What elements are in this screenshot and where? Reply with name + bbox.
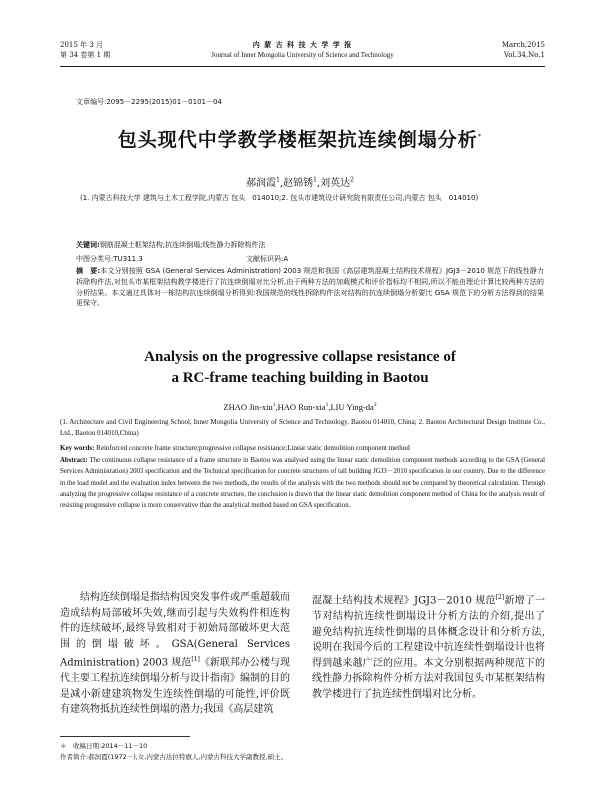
title-cn — [0, 125, 600, 152]
citation-2[interactable]: [2] — [495, 594, 505, 601]
author-en-1: ZHAO Jin-xiu — [223, 402, 273, 412]
author-en-3-aff: 2 — [373, 402, 377, 409]
classification-line — [76, 254, 546, 264]
header-volume-en: Vol.34,No.1 — [503, 51, 545, 59]
header-right — [502, 40, 545, 60]
title-en — [0, 347, 600, 389]
body-column-right — [312, 590, 545, 702]
author-separator: , — [275, 402, 278, 412]
journal-name-cn: 内 蒙 古 科 技 大 学 学 报 — [252, 40, 353, 49]
keywords-en-text: Reinforced concrete frame structure;progressive collapse resistance;Linear static demolition component method — [96, 444, 410, 452]
abstract-cn — [76, 266, 544, 309]
article-number: 文章编号:2095－2295(2015)01－0101－04 — [76, 98, 222, 106]
header-date: 2015 年 3 月 — [60, 41, 103, 49]
author-en-3: LIU Ying-da — [330, 402, 374, 412]
abstract-cn-label: 摘 要: — [76, 267, 101, 275]
author-separator: , — [316, 178, 321, 189]
body-right-text-b: 新增了一节对结构抗连续性倒塌设计分析方法的介绍,提出了避免结构抗连续性倒塌的具体概念设计和分析方法,说明在我国今后的工程建设中抗连续性倒塌设计也将得到越来越广泛的应用。本文分别根据两种规范下的线性静力拆除构件分析方法对我国包头市某框架结构教学楼进行了抗连续性倒塌对比分析。 — [312, 595, 546, 700]
title-cn-text: 包头现代中学教学楼框架抗连续倒塌分析 — [117, 129, 478, 151]
footnote-received: ＊ 收稿日期:2014－11－10 — [60, 742, 148, 750]
keywords-en — [60, 444, 545, 452]
header-center — [180, 40, 425, 60]
header-date-en: March,2015 — [501, 41, 545, 49]
affiliation-cn: (1. 内蒙古科技大学 建筑与土木工程学院,内蒙古 包头 014010;2. 包头市建筑设计研究院有限责任公司,内蒙古 包头 014010) — [80, 194, 479, 202]
header-left — [60, 40, 110, 60]
body-left-text-a: 结构连续倒塌是指结构因突发事件或严重超载而造成结构局部破坏失效,继而引起与失效构件相连构件的连续破坏,最终导致相对于初始局部破坏更大范围的倒塌破坏。GSA(General Services Administration) 2003 规范 — [60, 592, 290, 669]
title-en-line-1: Analysis on the progressive collapse resistance of — [144, 349, 456, 365]
header-rule — [60, 66, 545, 67]
running-header — [60, 40, 545, 64]
author-separator: , — [328, 402, 331, 412]
body-column-left — [60, 590, 290, 718]
authors-cn — [0, 174, 600, 189]
keywords-cn-label: 关键词: — [76, 241, 100, 249]
abstract-en-text: The continuous collapse resistance of a frame structure in Baotou was analysed using the linear static demolition component methods according to the GSA (General Services Administration) 2003 specification and the Technical specification for concrete structures of tall building JGJ3－2010 specification in our country. Due to the difference in the load model and the evaluation index between the two methods, the results of the analysis with the two methods should not be compared by theoretical calculation. Through analyzing the progressive collapse resistance of a concrete structure, the conclusion is drawn that the linear static demolition component method of China for the analysis result of resisting progressive collapse is more conservative than the analytical method based on GSA specification. — [60, 457, 545, 510]
abstract-en-label: Abstract: — [60, 457, 88, 464]
author-cn-1-aff: 1 — [276, 176, 280, 184]
affiliation-en: (1. Architecture and Civil Engineering School, Inner Mongolia University of Science and Technology, Baotou 014010, China; 2. Baotou Architectural Design Institute Co., Ltd., Baotou 014010,China) — [60, 418, 545, 437]
keywords-cn-text: 钢筋混凝土框架结构;抗连续倒塌;线性静力拆除构件法 — [99, 241, 266, 249]
authors-en — [0, 402, 600, 412]
abstract-cn-text: 本文分别按照 GSA (General Services Administration) 2003 规范和我国《高层建筑混凝土结构技术规程》JGJ3－2010 规范下的线性静力拆除构件法,对包头市某框架结构教学楼进行了抗连续倒塌对比分析,由于两种方法的加载模式和评价指标均不相同,所以不能由理论计算比较两种方法的分析结果。本文通过具体对一栋结构抗连续倒塌分析得到:我国规范的线性拆除构件法对结构的抗连续倒塌分析要比 GSA 规范下的分析方法得到的结果更保守。 — [76, 267, 544, 308]
keywords-cn — [76, 240, 546, 251]
author-cn-3-aff: 2 — [350, 176, 354, 184]
journal-name-en: Journal of Inner Mongolia University of Science and Technology — [211, 51, 394, 59]
abstract-en — [60, 455, 545, 511]
author-cn-1: 郝润霞 — [246, 178, 277, 189]
footnote-rule — [60, 736, 190, 737]
clc-number: 中图分类号:TU311.3 — [76, 255, 143, 263]
body-left-text-b: 《新联邦办公楼与现代主要工程抗连续倒塌分析与设计指南》编制的目的是减小新建建筑物发生连续性倒塌的可能性,评价既有建筑物抵抗连续性倒塌的潜力;我国《高层建筑 — [60, 657, 290, 716]
citation-1[interactable]: [1] — [191, 656, 200, 664]
author-cn-2-aff: 1 — [313, 176, 317, 184]
document-code: 文献标识码:A — [246, 255, 289, 263]
title-footnote-mark: * — [477, 132, 483, 141]
author-cn-2: 赵锦锈 — [283, 178, 314, 189]
keywords-en-label: Key words: — [60, 444, 95, 452]
title-en-line-2: a RC-frame teaching building in Baotou — [171, 370, 429, 386]
author-en-1-aff: 1 — [272, 402, 276, 409]
author-cn-3: 刘英达 — [320, 178, 351, 189]
author-en-2-aff: 1 — [325, 402, 329, 409]
body-right-text-a: 混凝土结构技术规程》JGJ3－2010 规范 — [312, 595, 496, 607]
author-separator: , — [279, 178, 284, 189]
author-en-2: HAO Run-xia — [277, 402, 326, 412]
header-volume-cn: 第 34 卷第 1 期 — [60, 51, 111, 59]
footnote-author: 作者简介:郝润霞(1972－),女,内蒙古达拉特旗人,内蒙古科技大学副教授,硕士。 — [60, 753, 288, 761]
